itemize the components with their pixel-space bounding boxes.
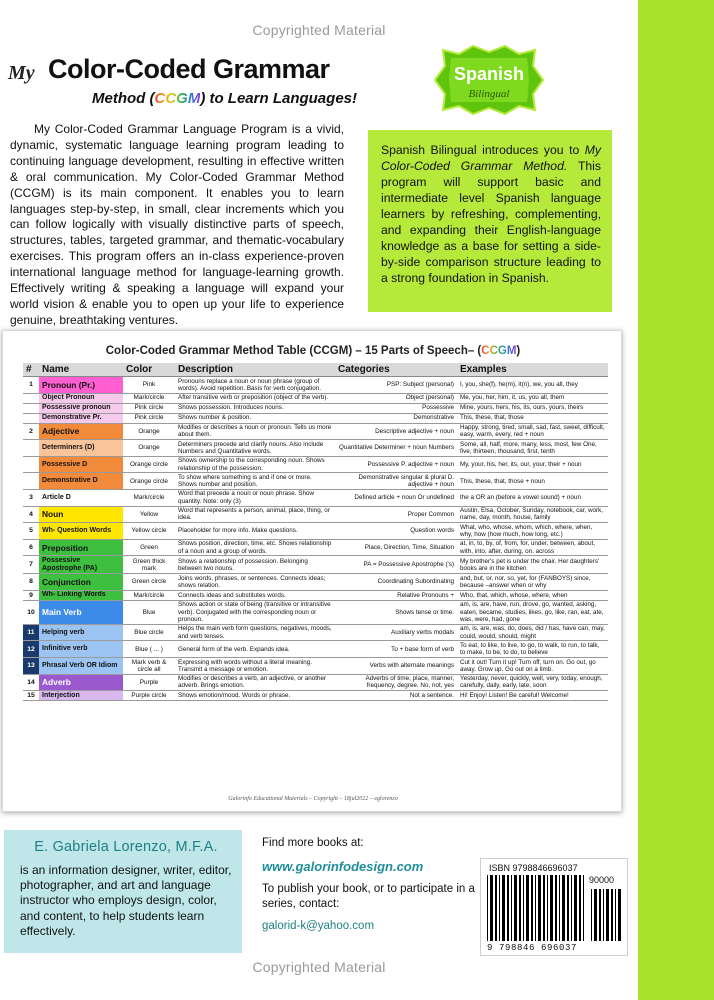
watermark-bottom: Copyrighted Material — [252, 959, 386, 975]
barcode-bar — [531, 875, 533, 941]
row-number: 4 — [23, 506, 39, 523]
isbn-barcode — [480, 858, 628, 956]
row-number — [23, 413, 39, 423]
categories: Coordinating Subordinating — [335, 574, 457, 591]
color-code: Green — [123, 539, 175, 556]
description: Determiners precede and clarify nouns. Also include Numbers and Quantitative words. — [175, 440, 335, 457]
table-row — [23, 393, 608, 403]
description: Shows ownership to the corresponding noun. Shows relationship of the possession. — [175, 456, 335, 473]
color-code: Purple circle — [123, 691, 175, 701]
barcode-bar — [611, 889, 613, 941]
badge-subtitle: Bilingual — [468, 88, 510, 100]
barcode-bar — [571, 875, 572, 941]
examples: To eat, to like, to live, to go, to walk, to run, to talk, to make, to be, to do, to believe — [457, 641, 608, 658]
examples: Who, that, which, whose, where, when — [457, 590, 608, 600]
barcode-bar — [523, 875, 524, 941]
color-code: Purple — [123, 674, 175, 691]
color-code: Green circle — [123, 574, 175, 591]
part-of-speech-name: Interjection — [39, 691, 123, 701]
examples: This, these, that, those + noun — [457, 473, 608, 490]
barcode-bar — [499, 875, 500, 941]
examples: am, is, are, was, do, does, did / has, have can, may, could, would, should, might — [457, 624, 608, 641]
barcode-bar — [547, 875, 548, 941]
barcode-bar — [599, 889, 601, 941]
barcode-bar — [574, 875, 577, 941]
table-row — [23, 440, 608, 457]
spanish-bilingual-badge — [433, 44, 545, 116]
author-bio: is an information designer, writer, editor, photographer, and art and language instructor who employs design, color, and content, to help students learn effectively. — [20, 863, 232, 938]
color-code: Pink circle — [123, 403, 175, 413]
categories: Object (personal) — [335, 393, 457, 403]
categories: Verbs with alternate meanings — [335, 658, 457, 675]
badge-title: Spanish — [453, 64, 524, 84]
part-of-speech-name: Phrasal Verb OR Idiom — [39, 658, 123, 675]
color-code: Pink — [123, 377, 175, 394]
table-row — [23, 413, 608, 423]
categories: Defined article + noun Or undefined — [335, 489, 457, 506]
barcode-bar — [591, 889, 592, 941]
table-row — [23, 590, 608, 600]
row-number: 3 — [23, 489, 39, 506]
part-of-speech-name: Object Pronoun — [39, 393, 123, 403]
color-code: Pink circle — [123, 413, 175, 423]
categories: Shows tense or time. — [335, 600, 457, 624]
examples: My brother's pet is under the chair. Her daughters' books are in the kitchen — [457, 556, 608, 574]
examples: Hi! Enjoy! Listen! Be careful! Welcome! — [457, 691, 608, 701]
examples: Austin, Elsa, October, Sunday, notebook, car, work, name, day, month, house, family — [457, 506, 608, 523]
ccgm-rainbow-label: CCGM — [154, 90, 201, 107]
categories: Place, Direction, Time, Situation — [335, 539, 457, 556]
table-header-row — [23, 363, 608, 377]
part-of-speech-name: Main Verb — [39, 600, 123, 624]
description: Shows number & position. — [175, 413, 335, 423]
description: Placeholder for more info. Make questions. — [175, 523, 335, 540]
barcode-bar — [618, 889, 621, 941]
table-row — [23, 473, 608, 490]
description: Expressing with words without a literal meaning. Transmit a message or emotion. — [175, 658, 335, 675]
color-code: Orange circle — [123, 473, 175, 490]
color-code: Orange circle — [123, 456, 175, 473]
description: Shows emotion/mood. Words or phrase. — [175, 691, 335, 701]
row-number: 1 — [23, 377, 39, 394]
part-of-speech-name: Demonstrative Pr. — [39, 413, 123, 423]
description: To show where something is and if one or more. Shows number and position. — [175, 473, 335, 490]
barcode-bar — [559, 875, 560, 941]
table-header-cell: Examples — [457, 363, 608, 377]
examples: and, but, or, nor, so, yet, for (FANBOYS) since, because –answer when or why — [457, 574, 608, 591]
barcode-bar — [543, 875, 545, 941]
barcode-bar — [535, 875, 536, 941]
barcode-bar — [562, 875, 565, 941]
row-number: 13 — [23, 658, 39, 675]
description: Modifies or describes a noun or pronoun. Tells us more about them. — [175, 423, 335, 440]
table-row — [23, 674, 608, 691]
description: Shows possession. Introduces nouns. — [175, 403, 335, 413]
barcode-bar — [490, 875, 493, 941]
author-name: E. Gabriela Lorenzo, M.F.A. — [34, 839, 218, 855]
color-code: Mark/circle — [123, 489, 175, 506]
part-of-speech-name: Adverb — [39, 674, 123, 691]
barcode-bar — [615, 889, 616, 941]
description: Shows action or state of being (transitive or intransitive verb). Conjugated with the corresponding noun or pronoun. — [175, 600, 335, 624]
row-number — [23, 393, 39, 403]
row-number — [23, 403, 39, 413]
table-header-cell: Color — [123, 363, 175, 377]
description: Word that represents a person, animal, place, thing, or idea. — [175, 506, 335, 523]
table-row — [23, 624, 608, 641]
barcode-bar — [502, 875, 505, 941]
table-row — [23, 658, 608, 675]
row-number — [23, 456, 39, 473]
categories: PA = Possessive Apostrophe ('s) — [335, 556, 457, 574]
part-of-speech-name: Adjective — [39, 423, 123, 440]
row-number: 14 — [23, 674, 39, 691]
categories: Not a sentence. — [335, 691, 457, 701]
table-header-cell: Name — [39, 363, 123, 377]
row-number: 2 — [23, 423, 39, 440]
barcode-bar — [606, 889, 609, 941]
part-of-speech-name: Conjunction — [39, 574, 123, 591]
barcode-supplement-bars — [591, 889, 621, 943]
categories: Question words — [335, 523, 457, 540]
row-number: 12 — [23, 641, 39, 658]
color-code: Mark verb & circle all — [123, 658, 175, 675]
row-number — [23, 473, 39, 490]
barcode-bar — [583, 875, 584, 941]
row-number: 5 — [23, 523, 39, 540]
examples: Mine, yours, hers, his, its, ours, yours, theirs — [457, 403, 608, 413]
part-of-speech-name: Determiners (D) — [39, 440, 123, 457]
categories: Proper Common — [335, 506, 457, 523]
description: After transitive verb or preposition (object of the verb). — [175, 393, 335, 403]
table-row — [23, 574, 608, 591]
color-code: Mark/circle — [123, 590, 175, 600]
part-of-speech-name: Possessive pronoun — [39, 403, 123, 413]
row-number: 9 — [23, 590, 39, 600]
watermark-top: Copyrighted Material — [252, 22, 386, 38]
barcode-bar — [526, 875, 529, 941]
barcode-bar — [495, 875, 497, 941]
categories: Descriptive adjective + noun — [335, 423, 457, 440]
description: Joins words, phrases, or sentences. Connects ideas; shows relation. — [175, 574, 335, 591]
spanish-bilingual-description: Spanish Bilingual introduces you to My Color-Coded Grammar Method. This program will support basic and intermediate level Spanish language learners by refreshing, complementing, and expanding their English-language knowledge as a base for setting a side-by-side comparison structure leading to a strong foundation in Spanish. — [368, 130, 612, 312]
description: Word that precede a noun or noun phrase. Show quantity. Note: only (3) — [175, 489, 335, 506]
color-code: Yellow circle — [123, 523, 175, 540]
description: Modifies or describes a verb, an adjective, or another adverb. Brings emotion. — [175, 674, 335, 691]
examples: the a OR an (before a vowel sound) + noun — [457, 489, 608, 506]
examples: Happy, strong, tired, small, sad, fast, sweet, difficult, easy, warm, every, red + noun — [457, 423, 608, 440]
row-number: 8 — [23, 574, 39, 591]
description: Shows position, direction, time, etc. Shows relationship of a noun and a group of words. — [175, 539, 335, 556]
categories: Demonstrative — [335, 413, 457, 423]
barcode-bar — [487, 875, 488, 941]
table-row — [23, 641, 608, 658]
barcode-bar — [538, 875, 541, 941]
description: Connects ideas and substitutes words. — [175, 590, 335, 600]
part-of-speech-name: Possessive D — [39, 456, 123, 473]
part-of-speech-name: Noun — [39, 506, 123, 523]
barcode-bar — [519, 875, 521, 941]
examples: I, you, she(f), he(m), it(n), we, you all, they — [457, 377, 608, 394]
page-subtitle: Method (CCGM) to Learn Languages! — [92, 90, 357, 107]
part-of-speech-name: Wh- Question Words — [39, 523, 123, 540]
color-code: Blue circle — [123, 624, 175, 641]
categories: Auxiliary verbs modals — [335, 624, 457, 641]
table-row — [23, 377, 608, 394]
color-code: Yellow — [123, 506, 175, 523]
table-row — [23, 403, 608, 413]
row-number: 10 — [23, 600, 39, 624]
examples: at, in, to, by, of, from, for, under, between, about, with, into, after, during, on, across — [457, 539, 608, 556]
categories: Quantitative Determiner + noun Numbers — [335, 440, 457, 457]
table-row — [23, 423, 608, 440]
row-number: 6 — [23, 539, 39, 556]
examples: Me, you, her, him, it, us, you all, them — [457, 393, 608, 403]
table-row — [23, 506, 608, 523]
categories: Relative Pronouns + — [335, 590, 457, 600]
part-of-speech-name: Helping verb — [39, 624, 123, 641]
row-number — [23, 440, 39, 457]
table-row — [23, 556, 608, 574]
table-row — [23, 600, 608, 624]
author-box — [4, 830, 242, 953]
green-side-strip — [638, 0, 714, 1000]
color-code: Orange — [123, 423, 175, 440]
row-number: 15 — [23, 691, 39, 701]
examples: Cut it out! Turn it up! Turn off, turn on. Go out, go away. Grow up. Go out on a limb. — [457, 658, 608, 675]
title-my: My — [8, 62, 35, 84]
table-header-cell: Categories — [335, 363, 457, 377]
examples: What, who, whose, whom, which, where, when, why, how (how much, how long, etc.) — [457, 523, 608, 540]
examples: My, your, his, her, its, our, your, their + noun — [457, 456, 608, 473]
table-header-cell: # — [23, 363, 39, 377]
barcode-bar — [511, 875, 512, 941]
barcode-main-bars — [487, 875, 585, 943]
table-row — [23, 523, 608, 540]
table-row — [23, 456, 608, 473]
table-row — [23, 539, 608, 556]
table-row — [23, 691, 608, 701]
categories: To + base form of verb — [335, 641, 457, 658]
color-code: Mark/circle — [123, 393, 175, 403]
page-title: Color-Coded Grammar — [48, 54, 330, 84]
categories: PSP: Subject (personal) — [335, 377, 457, 394]
publish-text: To publish your book, or to participate in a series, contact: — [262, 883, 475, 910]
isbn-number: ISBN 9798846696037 — [489, 863, 578, 873]
categories: Adverbs of time, place, manner, frequency, degree. No, not, yes — [335, 674, 457, 691]
part-of-speech-name: Demonstrative D — [39, 473, 123, 490]
description: Helps the main verb form questions, negatives, moods, and verb tenses. — [175, 624, 335, 641]
barcode-bar — [555, 875, 557, 941]
part-of-speech-name: Preposition — [39, 539, 123, 556]
barcode-bar — [567, 875, 569, 941]
parts-of-speech-table — [23, 363, 608, 701]
table-row — [23, 489, 608, 506]
row-number: 11 — [23, 624, 39, 641]
contact-email[interactable]: galorid-k@yahoo.com — [262, 920, 375, 932]
description: Shows a relationship of possession. Belonging between two nouns. — [175, 556, 335, 574]
barcode-bar — [603, 889, 604, 941]
part-of-speech-name: Possessive Apostrophe (PA) — [39, 556, 123, 574]
categories: Possessive — [335, 403, 457, 413]
part-of-speech-name: Infinitive verb — [39, 641, 123, 658]
barcode-bar — [579, 875, 581, 941]
barcode-bar — [514, 875, 517, 941]
part-of-speech-name: Article D — [39, 489, 123, 506]
part-of-speech-name: Pronoun (Pr.) — [39, 377, 123, 394]
ccgm-table-card — [2, 330, 622, 812]
barcode-bar — [594, 889, 597, 941]
examples: Yesterday, never, quickly, well, very, today, enough, carefully, daily, early, late, soon — [457, 674, 608, 691]
barcode-digits: 9 798846 696037 — [487, 943, 578, 953]
examples: am, is, are, have, run, drove, go, wanted, asking, eaten, became, studies, likes, go, like, ran, eat, ate, was, were, had, gone — [457, 600, 608, 624]
color-code: Blue — [123, 600, 175, 624]
examples: This, these, that, those — [457, 413, 608, 423]
find-more-section — [262, 836, 482, 934]
categories: Possessive P. adjective + noun — [335, 456, 457, 473]
barcode-bar — [550, 875, 553, 941]
table-header-cell: Description — [175, 363, 335, 377]
description: Pronouns replace a noun or noun phrase (group of words). Avoid repetition. Basis for verb conjugation. — [175, 377, 335, 394]
find-heading: Find more books at: — [262, 837, 364, 849]
categories: Demonstrative singular & plural D. adjective + noun — [335, 473, 457, 490]
examples: Some, all, half, more, many, less, most, few One, five, thirteen, thousand, first, tenth — [457, 440, 608, 457]
color-code: Orange — [123, 440, 175, 457]
intro-paragraph: My Color-Coded Grammar Language Program is a vivid, dynamic, systematic language learning program leading to continuing language development, resulting in effective written & oral communication. My Color-Coded Grammar Method (CCGM) is its main component. It enables you to learn languages step-by-step, in small, clear increments which you can follow logically with visually distinctive parts of speech, structures, tables, targeted grammar, and thematic-vocabulary exercises. This program offers an in-class experience-proven international language method for language-learning growth. Effectively writing & speaking a language will expand your world vision & enable you to open up your life to experience genuine, breathtaking ventures. — [10, 122, 344, 327]
description: General form of the verb. Expands idea. — [175, 641, 335, 658]
color-code: Blue ( ... ) — [123, 641, 175, 658]
row-number: 7 — [23, 556, 39, 574]
website-link[interactable]: www.galorinfodesign.com — [262, 859, 424, 874]
color-code: Green thick mark — [123, 556, 175, 574]
table-title: Color-Coded Grammar Method Table (CCGM) – 15 Parts of Speech– (CCGM) — [105, 345, 521, 357]
barcode-supplement: 90000 — [589, 875, 615, 885]
barcode-bar — [507, 875, 509, 941]
part-of-speech-name: Wh- Linking Words — [39, 590, 123, 600]
table-copyright: Galorinfo Educational Materials – Copyright – 18jul2022 – egl​orenzo — [228, 796, 398, 802]
